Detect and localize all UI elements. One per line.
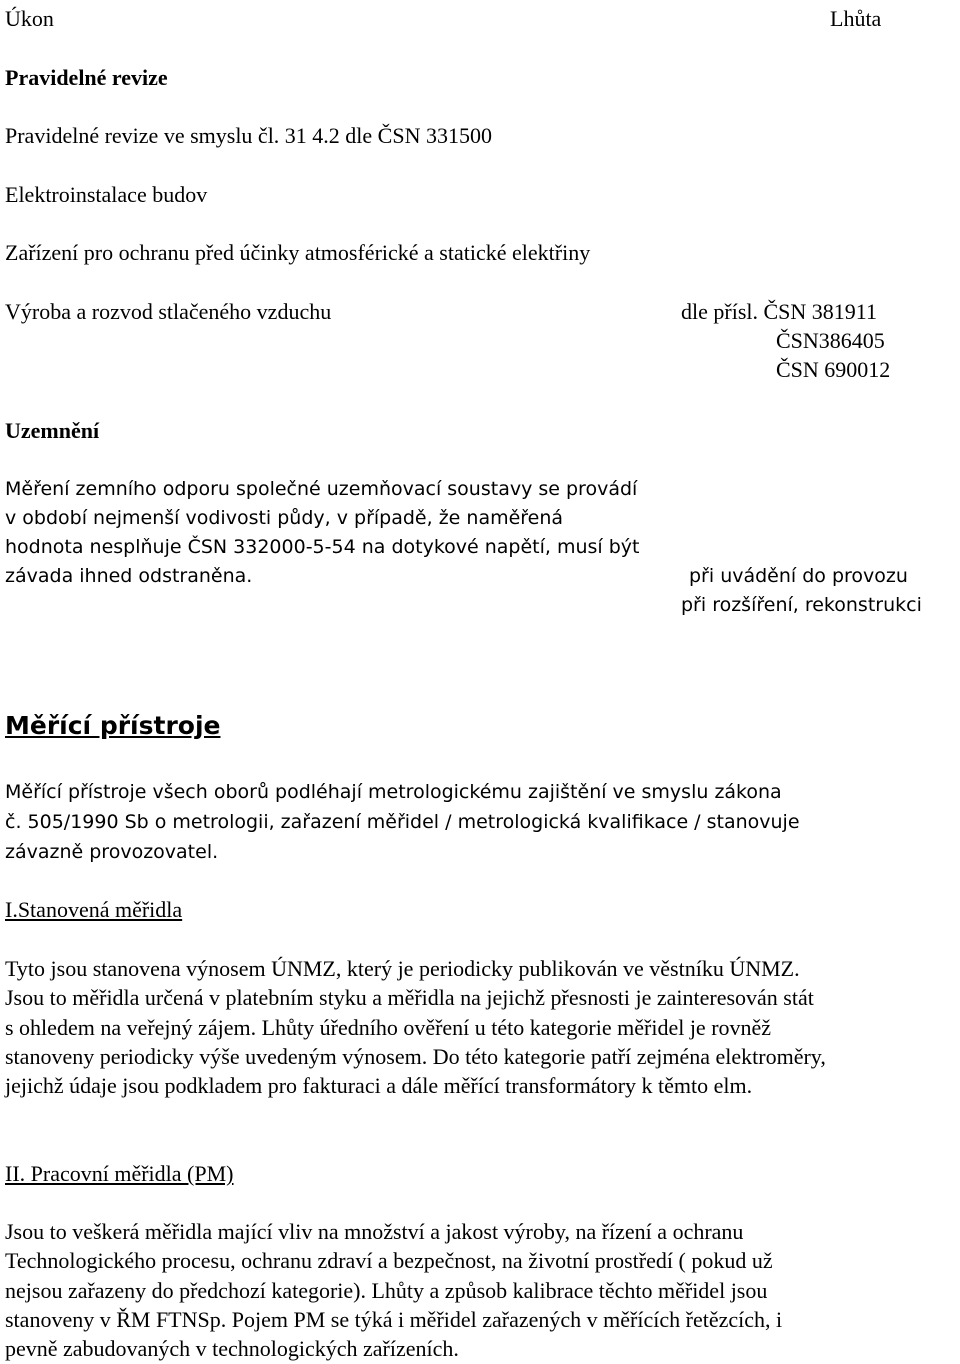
pracovni-line: nejsou zařazeny do předchozí kategorie). Lhůty a způsob kalibrace těchto měřidel jsou (5, 1277, 768, 1303)
uzemneni-line: Měření zemního odporu společné uzemňovací soustavy se provádí (5, 478, 638, 500)
pracovni-line: stanoveny v ŘM FTNSp. Pojem PM se týká i měřidel zařazených v měřících řetězcích, i (5, 1306, 783, 1332)
pracovni-paragraph (5, 1217, 782, 1363)
section-heading-merici-pristroje: Měřící přístroje (5, 711, 221, 740)
revize-line: Zařízení pro ochranu před účinky atmosférické a statické elektřiny (5, 240, 591, 265)
stanovena-line: stanoveny periodicky výše uvedeným výnosem. Do této kategorie patří zejména elektroměry, (5, 1043, 826, 1069)
uzemneni-lhuta-line: při uvádění do provozu (689, 565, 908, 587)
uzemneni-paragraph (5, 475, 640, 591)
revize-lhuta-line: dle přísl. ČSN 381911 (681, 299, 877, 324)
uzemneni-line: hodnota nesplňuje ČSN 332000-5-54 na dotykové napětí, musí být (5, 536, 640, 558)
revize-line: Pravidelné revize ve smyslu čl. 31 4.2 dle ČSN 331500 (5, 123, 492, 148)
uzemneni-line: v období nejmenší vodivosti půdy, v případě, že naměřená (5, 507, 564, 529)
pracovni-line: Jsou to veškerá měřidla mající vliv na množství a jakost výroby, na řízení a ochranu (5, 1219, 744, 1244)
column-header-lhuta: Lhůta (830, 6, 882, 31)
uzemneni-line: závada ihned odstraněna. (5, 565, 253, 587)
section-heading-pravidelne-revize: Pravidelné revize (5, 65, 168, 90)
stanovena-line: Tyto jsou stanovena výnosem ÚNMZ, který je periodicky publikován ve věstníku ÚNMZ. (5, 956, 800, 981)
pristroje-paragraph (5, 777, 800, 867)
revize-line: Elektroinstalace budov (5, 182, 208, 207)
stanovena-paragraph (5, 954, 826, 1100)
pracovni-line: pevně zabudovaných v technologických zařízeních. (5, 1336, 459, 1362)
revize-line: Výroba a rozvod stlačeného vzduchu (5, 299, 332, 324)
pristroje-line: závazně provozovatel. (5, 841, 219, 863)
column-header-ukon: Úkon (5, 6, 54, 31)
section-heading-pracovni-meridla: II. Pracovní měřidla (PM) (5, 1161, 234, 1186)
pracovni-line: Technologického procesu, ochranu zdraví a bezpečnost, na životní prostředí ( pokud už (5, 1248, 773, 1274)
stanovena-line: jejichž údaje jsou podkladem pro fakturaci a dále měřící transformátory k těmto elm. (5, 1073, 753, 1099)
pristroje-line: č. 505/1990 Sb o metrologii, zařazení měřidel / metrologická kvalifikace / stanovuje (5, 811, 800, 833)
uzemneni-lhuta-line: při rozšíření, rekonstrukci (681, 594, 922, 616)
section-heading-stanovena-meridla: I.Stanovená měřidla (5, 897, 183, 922)
pristroje-line: Měřící přístroje všech oborů podléhají metrologickému zajištění ve smyslu zákona (5, 781, 782, 803)
section-heading-uzemneni: Uzemnění (5, 418, 100, 443)
stanovena-line: Jsou to měřidla určená v platebním styku a měřidla na jejichž přesnosti je zainteresován stát (5, 985, 814, 1011)
revize-lhuta-line: ČSN386405 (776, 328, 885, 353)
stanovena-line: s ohledem na veřejný zájem. Lhůty úředního ověření u této kategorie měřidel je rovněž (5, 1014, 772, 1040)
revize-lhuta-line: ČSN 690012 (776, 357, 891, 382)
